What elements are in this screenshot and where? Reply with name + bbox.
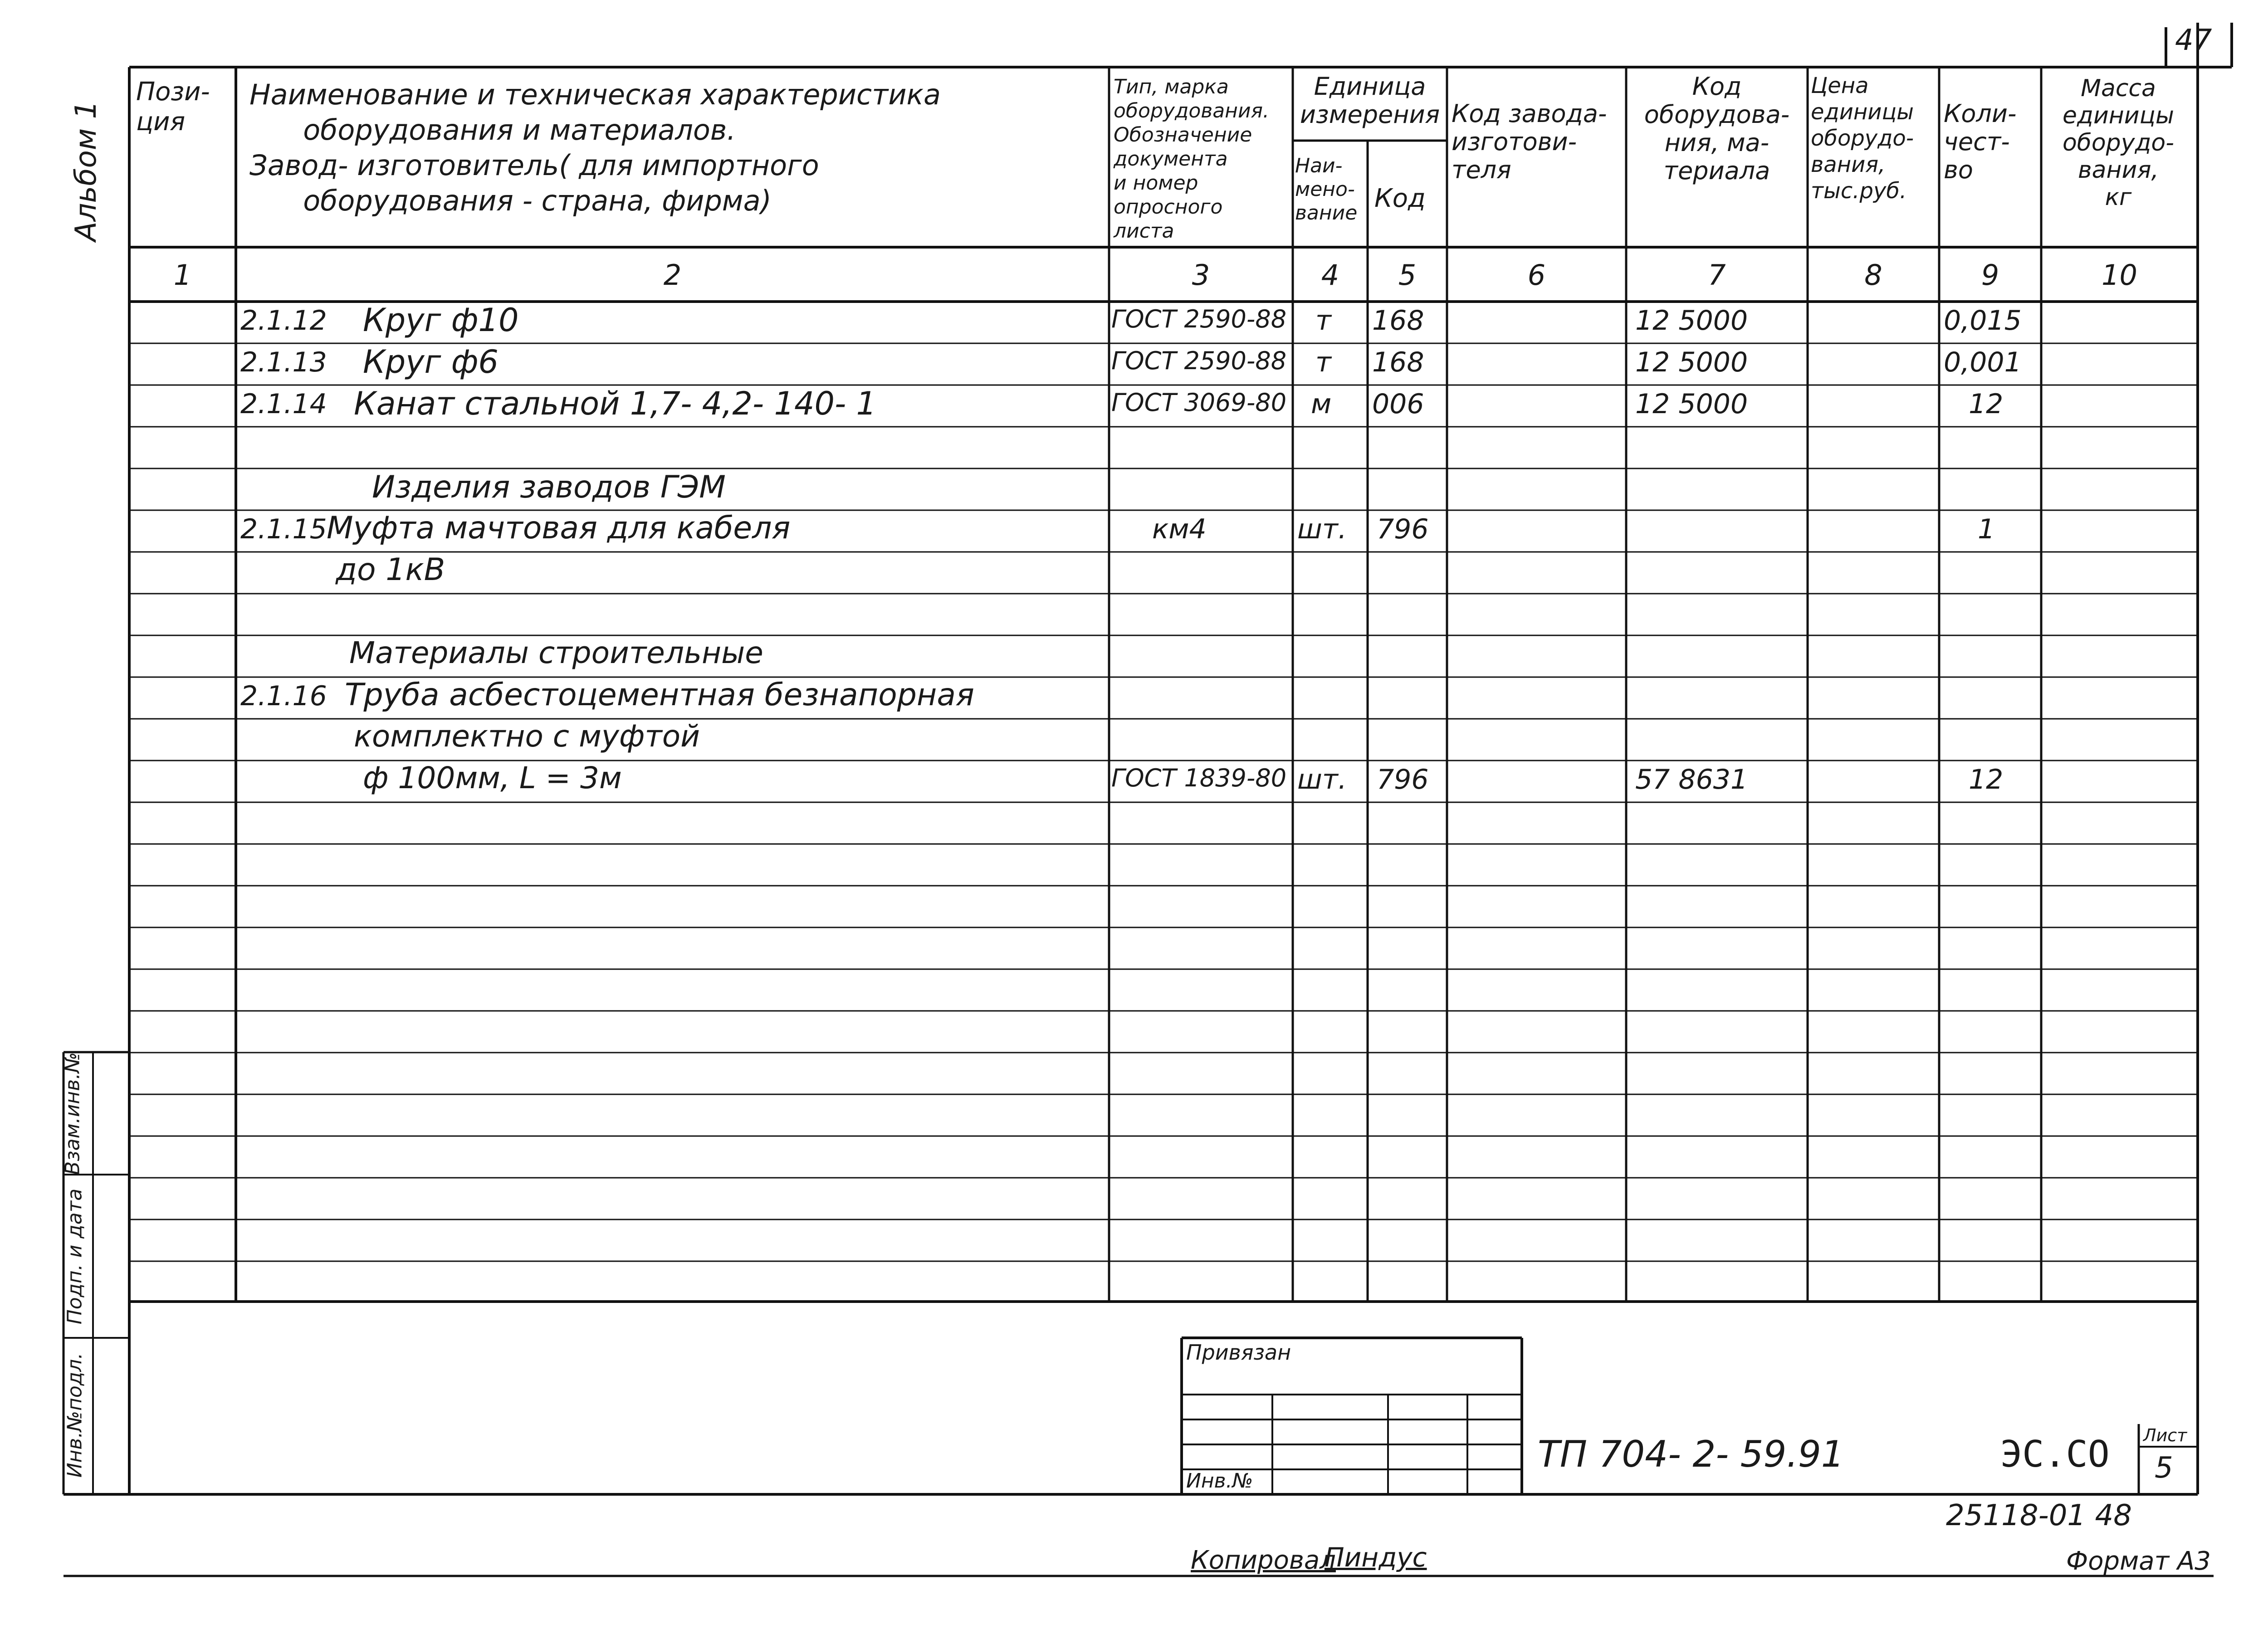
row-2-doc: ГОСТ 2590-88 bbox=[1111, 346, 1287, 375]
row-3-code: 006 bbox=[1372, 388, 1424, 420]
side-stamp-replacement-inv: Взам.инв.№ bbox=[61, 1052, 84, 1175]
row-2-position: 2.1.13 bbox=[240, 346, 327, 378]
header-quantity: Коли- чест- во bbox=[1944, 99, 2017, 184]
row-12-qty: 12 bbox=[1969, 764, 2004, 795]
header-factory-code: Код завода- изготови- теля bbox=[1452, 99, 1607, 184]
row-12-material-code: 57 8631 bbox=[1635, 764, 1748, 795]
sheet-corner-number: 47 bbox=[2175, 24, 2212, 57]
header-material-code: Код оборудова- ния, ма- териала bbox=[1644, 72, 1790, 185]
row-12-doc: ГОСТ 1839-80 bbox=[1111, 764, 1287, 792]
row-2-material-code: 12 5000 bbox=[1635, 346, 1748, 378]
row-6-code: 796 bbox=[1377, 513, 1429, 545]
side-stamp-signature-date: Подп. и дата bbox=[63, 1188, 87, 1325]
row-6-name: Муфта мачтовая для кабеля bbox=[327, 510, 791, 546]
row-2-name: Круг ф6 bbox=[363, 343, 499, 380]
header-unit-name: Наи- мено- вание bbox=[1295, 154, 1358, 224]
section-heading-gem: Изделия заводов ГЭМ bbox=[372, 469, 726, 505]
row-2-qty: 0,001 bbox=[1944, 346, 2022, 378]
row-6-doc: км4 bbox=[1152, 513, 1207, 545]
row-1-position: 2.1.12 bbox=[240, 305, 327, 337]
row-3-position: 2.1.14 bbox=[240, 388, 327, 420]
header-price: Цена единицы оборудо- вания, тыс.руб. bbox=[1811, 73, 1914, 204]
section-heading-materials: Материалы строительные bbox=[349, 635, 763, 670]
row-1-doc: ГОСТ 2590-88 bbox=[1111, 305, 1287, 333]
album-side-label: Альбом 1 bbox=[69, 100, 103, 242]
copier-signature: Пиндус bbox=[1325, 1542, 1427, 1573]
format-label: Формат А3 bbox=[2066, 1546, 2211, 1576]
row-3-qty: 12 bbox=[1969, 388, 2004, 420]
row-12-unit: шт. bbox=[1297, 764, 1347, 795]
sheet-number: 5 bbox=[2155, 1451, 2173, 1485]
row-10-name: Труба асбестоцементная безнапорная bbox=[345, 677, 974, 713]
row-1-code: 168 bbox=[1372, 305, 1424, 337]
header-position: Пози- ция bbox=[136, 77, 210, 137]
colnum-6: 6 bbox=[1527, 259, 1546, 292]
side-stamp-inv-original: Инв.№подл. bbox=[63, 1352, 87, 1478]
colnum-10: 10 bbox=[2102, 259, 2137, 292]
row-11-name: комплектно с муфтой bbox=[354, 719, 700, 754]
row-1-material-code: 12 5000 bbox=[1635, 305, 1748, 337]
header-mass: Масса единицы оборудо- вания, кг bbox=[2062, 75, 2174, 211]
row-12-code: 796 bbox=[1377, 764, 1429, 795]
colnum-3: 3 bbox=[1192, 259, 1210, 292]
colnum-4: 4 bbox=[1321, 259, 1339, 292]
row-1-qty: 0,015 bbox=[1944, 305, 2022, 337]
copied-label: Копировал bbox=[1191, 1546, 1336, 1575]
row-2-unit: т bbox=[1315, 346, 1331, 378]
sheet-label: Лист bbox=[2143, 1425, 2187, 1445]
row-3-unit: м bbox=[1311, 388, 1332, 420]
colnum-2: 2 bbox=[663, 259, 682, 292]
row-3-name: Канат стальной 1,7- 4,2- 140- 1 bbox=[354, 385, 877, 422]
stamp-privyazan-label: Привязан bbox=[1186, 1340, 1291, 1365]
row-7-name: до 1кВ bbox=[336, 552, 445, 588]
colnum-5: 5 bbox=[1398, 259, 1417, 292]
colnum-7: 7 bbox=[1708, 259, 1726, 292]
colnum-1: 1 bbox=[173, 259, 192, 292]
document-code: ТП 704- 2- 59.91 bbox=[1538, 1433, 1844, 1475]
row-6-qty: 1 bbox=[1978, 513, 1995, 545]
stamp-inv-label: Инв.№ bbox=[1186, 1469, 1253, 1493]
colnum-8: 8 bbox=[1864, 259, 1882, 292]
row-3-doc: ГОСТ 3069-80 bbox=[1111, 388, 1287, 417]
row-6-unit: шт. bbox=[1297, 513, 1347, 545]
document-mark: ЭС.СО bbox=[2000, 1433, 2110, 1475]
header-unit: Единица измерения bbox=[1300, 72, 1440, 129]
row-3-material-code: 12 5000 bbox=[1635, 388, 1748, 420]
colnum-9: 9 bbox=[1981, 259, 1999, 292]
header-type: Тип, марка оборудования. Обозначение документа и номер опросного листа bbox=[1114, 75, 1269, 243]
header-name: Наименование и техническая характеристика оборудования и материалов. Завод- изготовитель( для импортного оборудования - страна, фирма) bbox=[249, 78, 941, 217]
header-unit-code: Код bbox=[1374, 184, 1426, 213]
row-10-position: 2.1.16 bbox=[240, 680, 327, 712]
row-12-name: ф 100мм, L = 3м bbox=[363, 761, 622, 795]
row-1-unit: т bbox=[1315, 305, 1331, 337]
row-6-position: 2.1.15 bbox=[240, 513, 327, 545]
row-2-code: 168 bbox=[1372, 346, 1424, 378]
archive-number: 25118-01 48 bbox=[1946, 1499, 2132, 1532]
row-1-name: Круг ф10 bbox=[363, 302, 519, 339]
